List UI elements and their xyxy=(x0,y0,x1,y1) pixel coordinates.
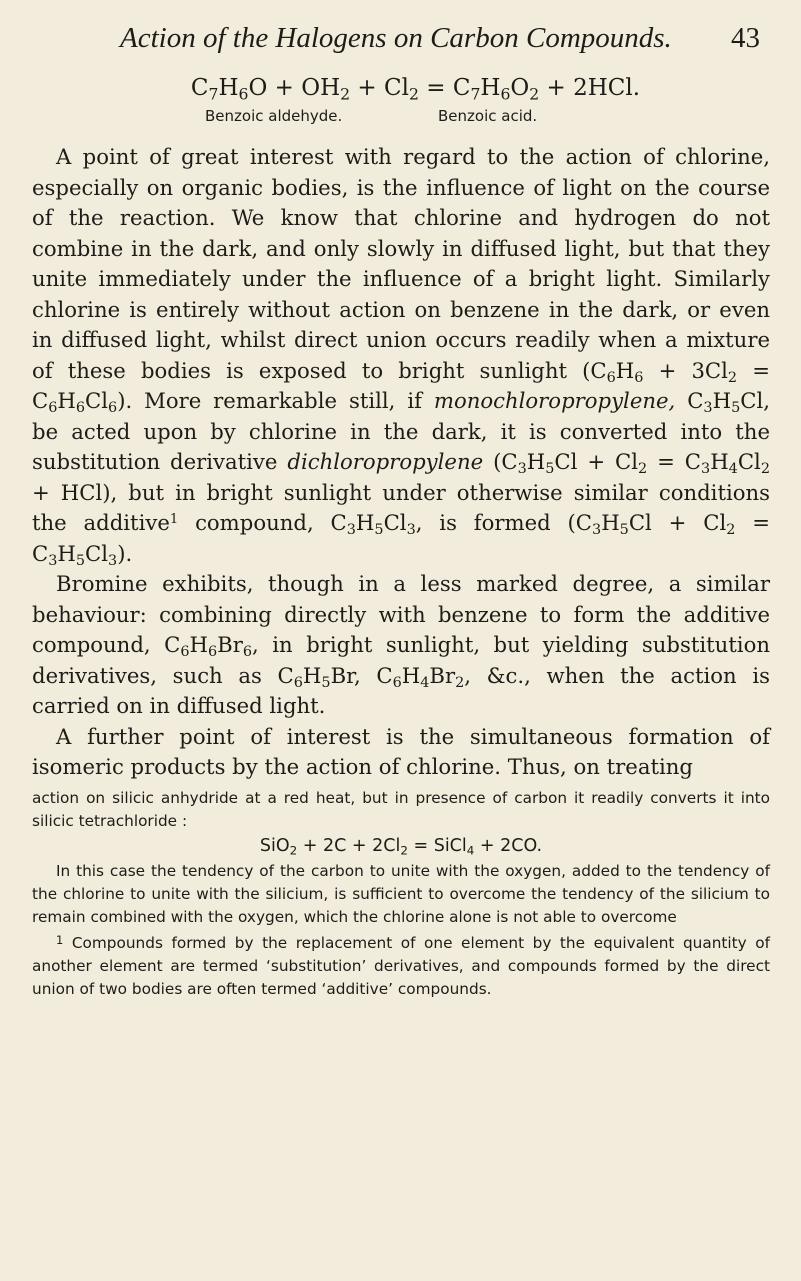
main-text xyxy=(32,142,770,783)
text-run: ), but in bright sunlight under otherwise similar conditions the additive xyxy=(32,479,771,535)
label-benzoic-aldehyde: Benzoic aldehyde. xyxy=(205,107,343,125)
footnote-ref: 1 xyxy=(169,511,179,527)
text-run: compound, xyxy=(178,510,331,535)
text-run: , in bright sunlight, but yielding substitution derivatives, such as xyxy=(32,632,770,688)
label-benzoic-acid: Benzoic acid. xyxy=(438,107,538,125)
footnote-mark: 1 xyxy=(56,933,64,947)
note-silicic: action on silicic anhydride at a red heat, but in presence of carbon it readily converts it into silicic tetrachloride : xyxy=(32,789,770,830)
text-run: , be acted upon by chlorine in the dark, it is converted into the substitution derivative xyxy=(32,388,770,474)
paragraph-light-influence: A point of great interest with regard to the action of chlorine, especially on organic bodies, is the influence of light on the course of the reaction. We know that chlorine and hydrogen do not combine in the dark, and only slowly in diffused light, but that they unite immediately under the influence of a bright light. Similarly chlorine is entirely without action on benzene in the dark, or even in diffused light, whilst direct union occurs readily when a mixture of these bodies is exposed to bright sunlight $(C_6H_6 + 3Cl_2 = C_6H_6Cl_6)$. More remarkable still, if monochloropropylene, $C_3H_5Cl$, be acted upon by chlorine in the dark, it is converted into the substitution derivative dichloropropylene $(C_3H_5Cl + Cl_2 = C_3H_4Cl_2 + HCl)$, but in bright sunlight under otherwise similar conditions the additive$^1$ compound, $C_3H_5Cl_3$, is formed $(C_3H_5Cl + Cl_2 = C_3H_5Cl_3)$. xyxy=(32,144,771,569)
italic-term: monochloropropylene, xyxy=(433,388,676,413)
footnote-1 xyxy=(32,929,770,1001)
text-run: , is formed ( xyxy=(415,510,576,535)
chapter-title: Action of the Halogens on Carbon Compounds. xyxy=(120,22,672,54)
silicic-equation: $SiO_2 + 2C + 2Cl_2$ = SiCl$_4$ + 2CO. xyxy=(259,836,543,858)
footnote-block xyxy=(32,787,770,1001)
running-header xyxy=(120,20,760,56)
text-run: ). More remarkable still, if xyxy=(117,388,434,413)
paragraph-bromine: Bromine exhibits, though in a less marked degree, a similar behaviour: combining directly with benzene to form the additive compound, $C_6H_6Br_6$, in bright sunlight, but yielding substitution derivatives, such as $C_6H_5Br$, $C_6H_4Br_2$, &c., when the action is carried on in diffused light. xyxy=(32,571,770,718)
page-number: 43 xyxy=(731,22,760,54)
benzoic-acid-equation: $C_7H_6O + OH_2 + Cl_2 = C_7H_6O_2 + 2HCl$. xyxy=(190,75,641,104)
note-tendency: In this case the tendency of the carbon to unite with the oxygen, added to the tendency of the chlorine to unite with the silicium, is sufficient to overcome the tendency of the silicium to remain combined with the oxygen, which the chlorine alone is not able to overcome xyxy=(32,862,770,926)
text-run: Bromine exhibits, though in a less marked degree, a similar behaviour: combining directly with benzene to form the additive compound, xyxy=(32,571,770,657)
footnote-text: Compounds formed by the replacement of one element by the equivalent quantity of another element are termed ‘substitution’ derivatives, and compounds formed by the direct union of two bodies are often termed ‘additive’ compounds. xyxy=(32,934,770,999)
text-run: , &c., when the action is carried on in diffused light. xyxy=(32,662,770,718)
text-run: A point of great interest with regard to the action of chlorine, especially on organic bodies, is the influence of light on the course of the reaction. We know that chlorine and hydrogen do not combine in the dark, and only slowly in diffused light, but that they unite immediately under the influence of a bright light. Similarly chlorine is entirely without action on benzene in the dark, or even in diffused light, whilst direct union occurs readily when a mixture of these bodies is exposed to bright sunlight ( xyxy=(32,144,770,383)
text-run: ). xyxy=(117,540,133,566)
paragraph-isomeric: A further point of interest is the simultaneous formation of isomeric products by the action of chlorine. Thus, on treating xyxy=(32,723,770,779)
italic-term: dichloropropylene xyxy=(287,449,484,474)
